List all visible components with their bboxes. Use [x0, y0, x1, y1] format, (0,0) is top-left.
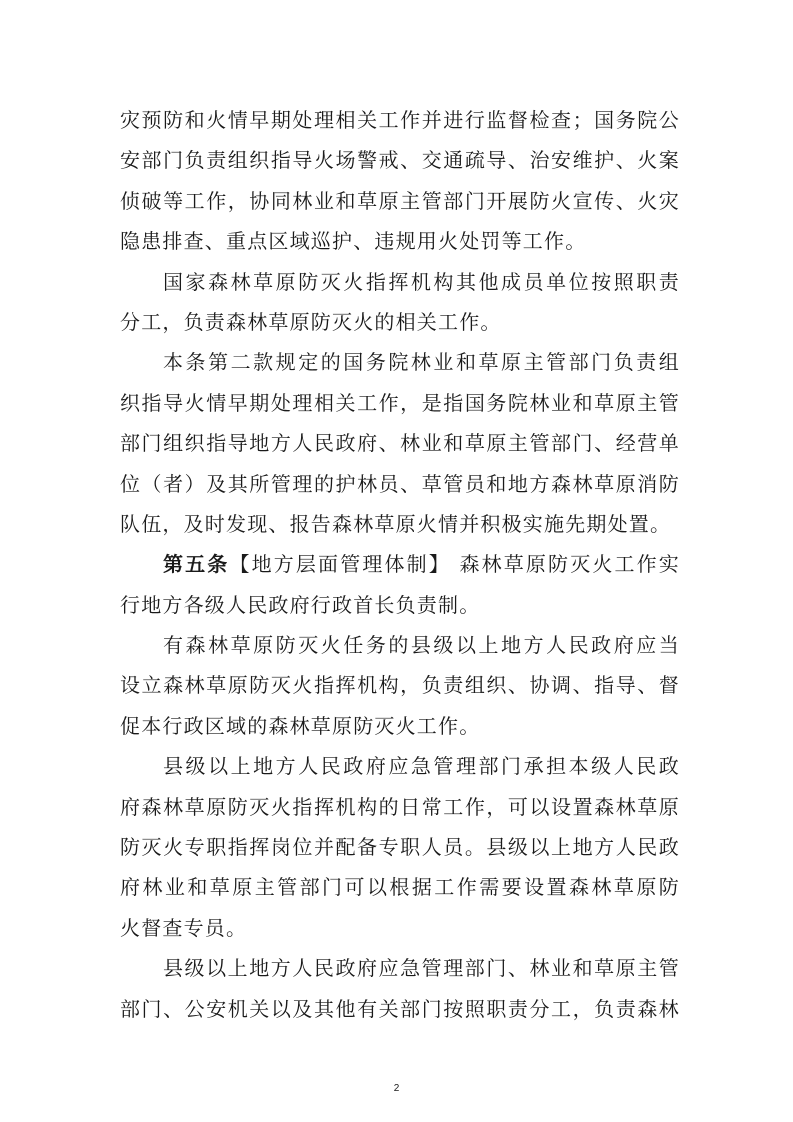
text-line: 促本行政区域的森林草原防灭火工作。	[120, 713, 481, 738]
paragraph	[120, 746, 680, 948]
text-line: 府林业和草原主管部门可以根据工作需要设置森林草原防	[120, 875, 680, 900]
text-line: 隐患排查、重点区域巡护、违规用火处罚等工作。	[120, 229, 587, 254]
text-line: 府森林草原防灭火指挥机构的日常工作，可以设置森林草原	[120, 794, 680, 819]
text-line: 火督查专员。	[120, 915, 248, 940]
text-line: 本条第二款规定的国务院林业和草原主管部门负责组	[163, 350, 680, 375]
text-line: 侦破等工作，协同林业和草原主管部门开展防火宣传、火灾	[120, 188, 680, 213]
paragraph	[120, 262, 680, 343]
text-line: 安部门负责组织指导火场警戒、交通疏导、治安维护、火案	[120, 148, 680, 173]
article-number: 第五条	[163, 552, 230, 577]
text-line: 行地方各级人民政府行政首长负责制。	[120, 592, 481, 617]
text-line: 分工，负责森林草原防灭火的相关工作。	[120, 309, 502, 334]
text-line: 灾预防和火情早期处理相关工作并进行监督检查；国务院公	[120, 108, 680, 132]
text-line	[120, 544, 680, 584]
text-line: 设立森林草原防灭火指挥机构，负责组织、协调、指导、督	[120, 673, 680, 698]
text-line: 县级以上地方人民政府应急管理部门、林业和草原主管	[163, 956, 680, 981]
page-number: 2	[393, 1083, 400, 1094]
text-line: 部门组织指导地方人民政府、林业和草原主管部门、经营单	[120, 431, 680, 456]
text-line: 队伍，及时发现、报告森林草原火情并积极实施先期处置。	[120, 511, 672, 536]
article-paragraph	[120, 544, 680, 625]
article-text: 森林草原防灭火工作实	[450, 552, 681, 577]
text-line: 有森林草原防灭火任务的县级以上地方人民政府应当	[163, 633, 680, 658]
text-line: 织指导火情早期处理相关工作，是指国务院林业和草原主管	[120, 390, 680, 415]
text-line: 防灭火专职指挥岗位并配备专职人员。县级以上地方人民政	[120, 835, 680, 860]
text-line: 县级以上地方人民政府应急管理部门承担本级人民政	[163, 754, 680, 779]
text-line: 部门、公安机关以及其他有关部门按照职责分工，负责森林	[120, 996, 680, 1021]
text-line: 国家森林草原防灭火指挥机构其他成员单位按照职责	[163, 269, 680, 294]
paragraph	[120, 948, 680, 1029]
document-body	[120, 100, 680, 1029]
paragraph	[120, 342, 680, 544]
paragraph	[120, 625, 680, 746]
paragraph	[120, 100, 680, 262]
text-line: 位（者）及其所管理的护林员、草管员和地方森林草原消防	[120, 471, 680, 496]
article-heading: 【地方层面管理体制】	[229, 552, 451, 577]
